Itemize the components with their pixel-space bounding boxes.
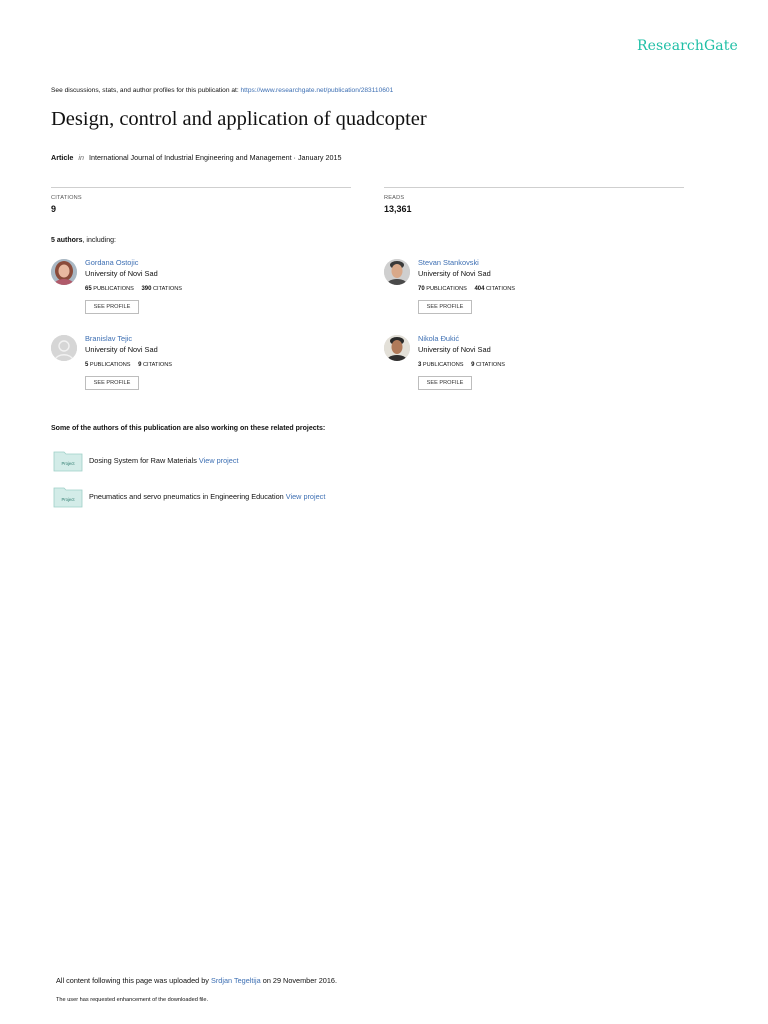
author-avatar[interactable] bbox=[384, 335, 410, 361]
publications-count: 5 bbox=[85, 362, 89, 368]
article-title: Design, control and application of quadcopter bbox=[51, 108, 427, 130]
publications-count: 3 bbox=[418, 362, 422, 368]
reads-value: 13,361 bbox=[384, 204, 412, 214]
author-institution: University of Novi Sad bbox=[418, 269, 491, 278]
publications-label: PUBLICATIONS bbox=[89, 362, 131, 368]
citations-label: CITATIONS bbox=[51, 195, 82, 201]
author-avatar[interactable] bbox=[51, 259, 77, 285]
project-title: Dosing System for Raw Materials bbox=[89, 456, 197, 465]
project-folder-icon bbox=[53, 450, 83, 472]
author-name-link[interactable]: Nikola Đukić bbox=[418, 334, 460, 343]
enhancement-note: The user has requested enhancement of the downloaded file. bbox=[56, 997, 209, 1003]
publications-label: PUBLICATIONS bbox=[422, 362, 464, 368]
man-photo-icon bbox=[384, 335, 410, 361]
citations-value: 9 bbox=[51, 204, 57, 214]
default-person-icon bbox=[51, 335, 77, 361]
publications-label: PUBLICATIONS bbox=[426, 286, 467, 292]
upload-prefix: All content following this page was uploaded by bbox=[56, 976, 211, 985]
author-institution: University of Novi Sad bbox=[85, 345, 158, 354]
author-card bbox=[51, 335, 331, 405]
author-name-link[interactable]: Branislav Tejic bbox=[85, 334, 133, 343]
folder-label: Project bbox=[61, 461, 75, 466]
discussions-text: See discussions, stats, and author profiles for this publication at: bbox=[51, 87, 241, 94]
see-profile-button[interactable]: SEE PROFILE bbox=[418, 376, 472, 390]
authors-heading bbox=[51, 237, 116, 244]
man-photo-icon bbox=[384, 259, 410, 285]
citations-count: 9 bbox=[471, 362, 475, 368]
researchgate-logo[interactable]: ResearchGate bbox=[637, 38, 738, 54]
author-institution: University of Novi Sad bbox=[418, 345, 491, 354]
folder-label: Project bbox=[61, 497, 75, 502]
author-card bbox=[384, 335, 664, 405]
project-item bbox=[51, 450, 411, 476]
citations-count-label: CITATIONS bbox=[153, 286, 183, 292]
publications-count: 70 bbox=[418, 286, 425, 292]
publication-url-link[interactable]: https://www.researchgate.net/publication/283110601 bbox=[240, 87, 394, 94]
see-profile-button[interactable]: SEE PROFILE bbox=[418, 300, 472, 314]
upload-suffix: on 29 November 2016. bbox=[260, 976, 337, 985]
authors-count: 5 authors bbox=[51, 237, 83, 244]
author-avatar[interactable] bbox=[384, 259, 410, 285]
journal-date: International Journal of Industrial Engineering and Management · January 2015 bbox=[88, 153, 342, 162]
project-item bbox=[51, 486, 411, 512]
reads-label: READS bbox=[384, 195, 405, 201]
woman-photo-icon bbox=[51, 259, 77, 285]
project-folder-icon bbox=[53, 486, 83, 508]
in-label: in bbox=[78, 153, 84, 162]
article-meta bbox=[51, 153, 342, 162]
project-title: Pneumatics and servo pneumatics in Engineering Education bbox=[89, 492, 284, 501]
author-counts bbox=[418, 362, 505, 368]
view-project-link[interactable]: View project bbox=[285, 492, 326, 501]
author-name-link[interactable]: Stevan Stankovski bbox=[418, 258, 479, 267]
project-text bbox=[89, 456, 239, 465]
upload-info bbox=[56, 976, 337, 985]
author-avatar[interactable] bbox=[51, 335, 77, 361]
project-text bbox=[89, 492, 325, 501]
author-institution: University of Novi Sad bbox=[85, 269, 158, 278]
view-project-link[interactable]: View project bbox=[198, 456, 239, 465]
see-profile-button[interactable]: SEE PROFILE bbox=[85, 300, 139, 314]
related-projects-heading: Some of the authors of this publication are also working on these related projects: bbox=[51, 425, 326, 432]
reads-stat bbox=[384, 187, 684, 214]
article-type: Article bbox=[51, 153, 74, 162]
authors-suffix: , including: bbox=[82, 237, 116, 244]
author-name-link[interactable]: Gordana Ostojic bbox=[85, 258, 139, 267]
publications-label: PUBLICATIONS bbox=[93, 286, 134, 292]
author-card bbox=[51, 259, 331, 329]
discussions-line bbox=[51, 87, 393, 94]
citations-count: 404 bbox=[474, 286, 485, 292]
citations-count-label: CITATIONS bbox=[143, 362, 173, 368]
publications-count: 65 bbox=[85, 286, 92, 292]
uploader-link[interactable]: Srdjan Tegeltija bbox=[210, 976, 261, 985]
author-counts bbox=[418, 286, 515, 292]
see-profile-button[interactable]: SEE PROFILE bbox=[85, 376, 139, 390]
citations-count-label: CITATIONS bbox=[486, 286, 516, 292]
citations-count: 390 bbox=[141, 286, 152, 292]
author-counts bbox=[85, 362, 172, 368]
author-card bbox=[384, 259, 664, 329]
author-counts bbox=[85, 286, 182, 292]
citations-stat bbox=[51, 187, 351, 214]
citations-count-label: CITATIONS bbox=[476, 362, 506, 368]
citations-count: 9 bbox=[138, 362, 142, 368]
